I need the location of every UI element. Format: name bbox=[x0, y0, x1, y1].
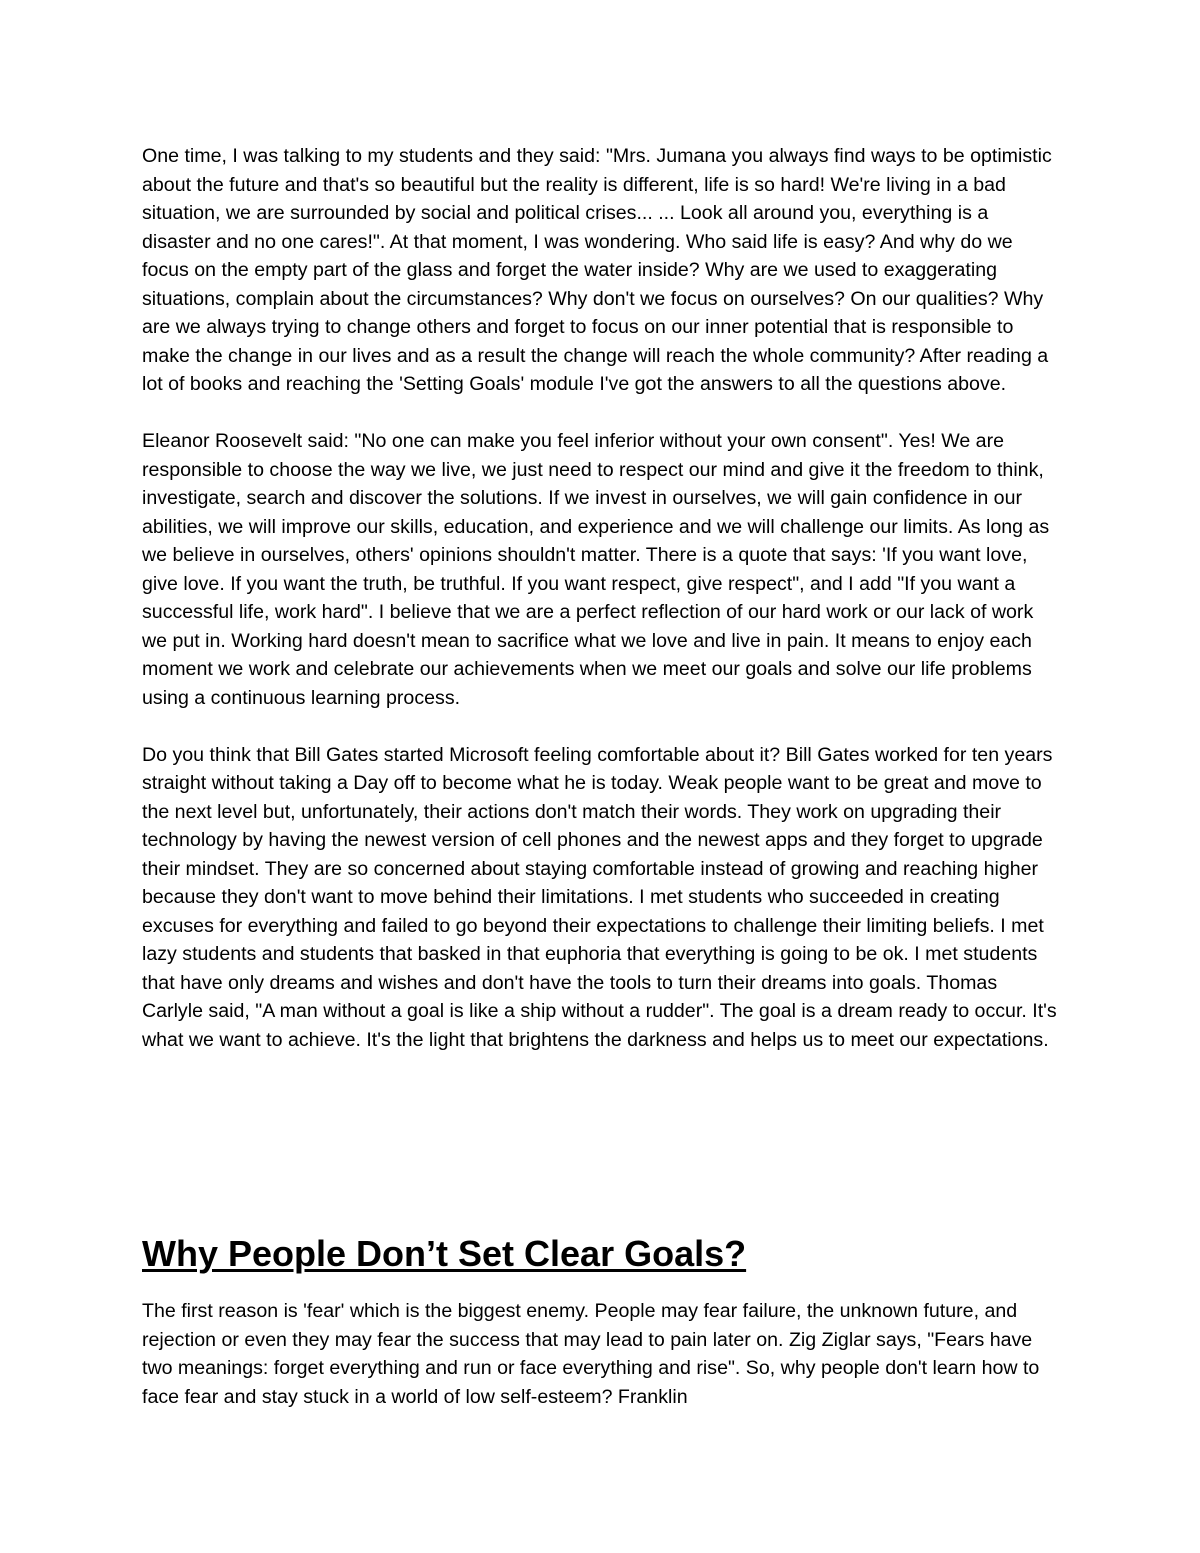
section-heading: Why People Don’t Set Clear Goals? bbox=[142, 1233, 747, 1274]
paragraph-bill-gates: Do you think that Bill Gates started Microsoft feeling comfortable about it? Bill Gates worked for ten years straight without taking a Day off to become what he is today. Weak people want to be great and move to the next level but, unfortunately, their actions don't match their words. They work on upgrading their technology by having the newest version of cell phones and the newest apps and they forget to upgrade their mindset. They are so concerned about staying comfortable instead of growing and reaching higher because they don't want to move behind their limitations. I met students who succeeded in creating excuses for everything and failed to go beyond their expectations to challenge their limiting beliefs. I met lazy students and students that basked in that euphoria that everything is going to be ok. I met students that have only dreams and wishes and don't have the tools to turn their dreams into goals. Thomas Carlyle said, "A man without a goal is like a ship without a rudder". The goal is a dream ready to occur. It's what we want to achieve. It's the light that brightens the darkness and helps us to meet our expectations. bbox=[142, 743, 1057, 1051]
paragraph-students-optimism: One time, I was talking to my students and they said: "Mrs. Jumana you always find ways to be optimistic about the future and that's so beautiful but the reality is different, life is so hard! We're living in a bad situation, we are surrounded by social and political crises... ... Look all around you, everything is a disaster and no one cares!". At that moment, I was wondering. Who said life is easy? And why do we focus on the empty part of the glass and forget the water inside? Why are we used to exaggerating situations, complain about the circumstances? Why don't we focus on ourselves? On our qualities? Why are we always trying to change others and forget to focus on our inner potential that is responsible to make the change in our lives and as a result the change will reach the whole community? After reading a lot of books and reaching the 'Setting Goals' module I've got the answers to all the questions above. bbox=[142, 145, 1052, 395]
paragraph-roosevelt-quote: Eleanor Roosevelt said: "No one can make you feel inferior without your own consent". Yes! We are responsible to choose the way we live, we just need to respect our mind and give it the freedom to think, investigate, search and discover the solutions. If we invest in ourselves, we will gain confidence in our abilities, we will improve our skills, education, and experience and we will challenge our limits. As long as we believe in ourselves, others' opinions shouldn't matter. There is a quote that says: 'If you want love, give love. If you want the truth, be truthful. If you want respect, give respect", and I add "If you want a successful life, work hard". I believe that we are a perfect reflection of our hard work or our lack of work we put in. Working hard doesn't mean to sacrifice what we love and live in pain. It means to enjoy each moment we work and celebrate our achievements when we meet our goals and solve our life problems using a continuous learning process. bbox=[142, 430, 1050, 709]
paragraph-fear-reason: The first reason is 'fear' which is the biggest enemy. People may fear failure, the unknown future, and rejection or even they may fear the success that may lead to pain later on. Zig Ziglar says, "Fears have two meanings: forget everything and run or face everything and rise". So, why people don't learn how to face fear and stay stuck in a world of low self-esteem? Franklin bbox=[142, 1300, 1040, 1408]
document-page bbox=[142, 142, 1062, 1408]
